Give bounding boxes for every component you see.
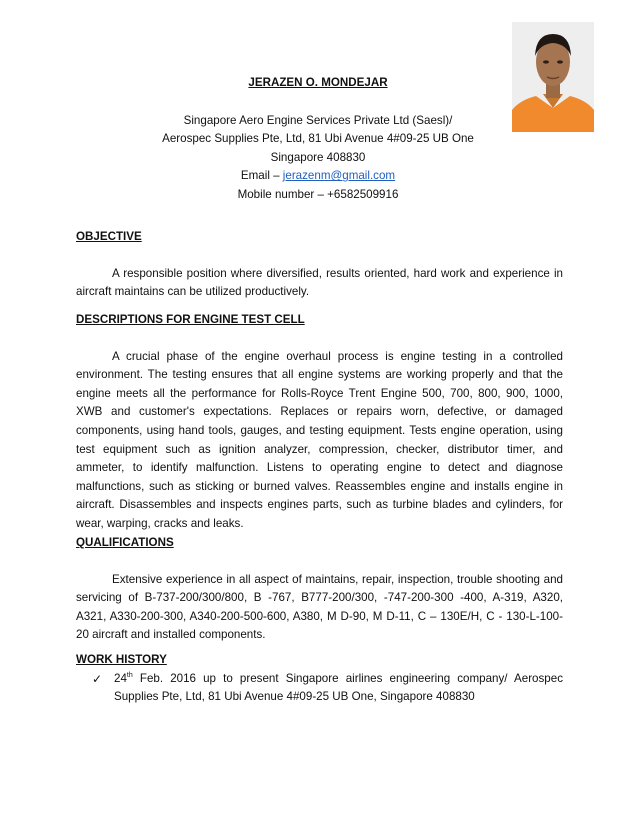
work-history-day: 24	[114, 671, 127, 685]
checkmark-icon: ✓	[92, 671, 103, 686]
qualifications-text: Extensive experience in all aspect of maintains, repair, inspection, trouble shooting and servicing of B-737-200/300/800, B -767, B777-200/300, -747-200-300 -400, A-319, A320, A321, A330-200-300, A340-200-500-600, A380, M D-90, M D-11, C – 130E/H, C - 130-L-100-20 aircraft and installed components.	[76, 572, 563, 642]
work-history-text: Feb. 2016 up to present Singapore airlines engineering company/ Aerospec Supplies Pte, Ltd, 81 Ubi Avenue 4#09-25 UB One, Singapore 408830	[114, 671, 563, 704]
mobile-number: Mobile number – +6582509916	[237, 187, 399, 201]
work-history-day-suffix: th	[126, 671, 133, 679]
engine-test-cell-text: A crucial phase of the engine overhaul process is engine testing in a controlled environment. The testing ensures that all engine systems are working properly and that the engine meets all the performance for Rolls-Royce Trent Engine 500, 700, 800, 900, 1000, XWB and customer's expectations. Replaces or repairs worn, defective, or damaged components, using hand tools, gauges, and testing equipment. Tests engine operation, using test equipment such as ignition analyzer, compression, checker, distributor timer, and ammeter, to identify malfunction. Listens to operating engine to detect and diagnose malfunctions, such as sticking or burned valves. Reassembles engine and installs engine in aircraft. Disassembles and inspects engines parts, such as turbine blades and cylinders, for wear, warping, cracks and leaks.	[76, 349, 563, 530]
email-line	[70, 167, 566, 186]
address-line-1: Singapore Aero Engine Services Private Ltd (Saesl)/	[183, 113, 453, 127]
address-line-3: Singapore 408830	[270, 150, 366, 164]
qualifications-section	[76, 534, 563, 645]
email-link[interactable]: jerazenm@gmail.com	[282, 169, 396, 183]
objective-text: A responsible position where diversified, results oriented, hard work and experience in aircraft maintains can be utilized productively.	[76, 266, 563, 299]
objective-heading: OBJECTIVE	[76, 230, 142, 243]
work-history-section	[76, 651, 563, 707]
resume-header	[70, 74, 566, 205]
work-history-heading: WORK HISTORY	[76, 653, 167, 666]
applicant-name: JERAZEN O. MONDEJAR	[248, 76, 388, 89]
engine-test-cell-heading: DESCRIPTIONS FOR ENGINE TEST CELL	[76, 313, 305, 326]
address-line-2: Aerospec Supplies Pte, Ltd, 81 Ubi Avenue 4#09-25 UB One	[162, 132, 474, 146]
email-label: Email –	[240, 169, 283, 183]
qualifications-heading: QUALIFICATIONS	[76, 536, 174, 549]
engine-test-cell-section	[76, 311, 563, 534]
work-history-item	[76, 670, 563, 707]
objective-section	[76, 228, 563, 302]
